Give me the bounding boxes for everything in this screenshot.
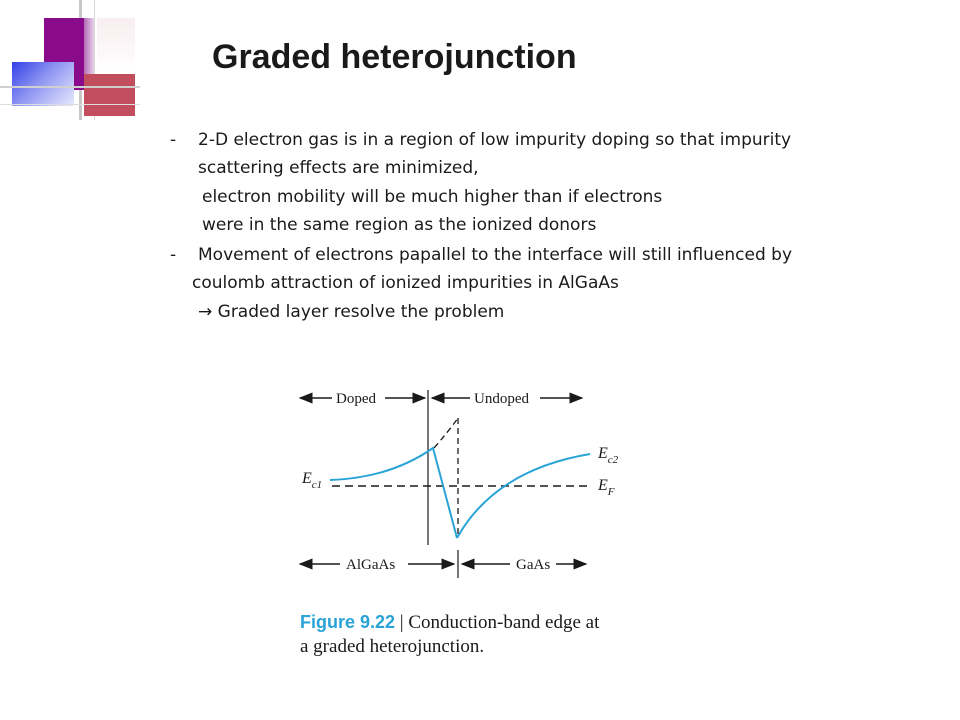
- decorative-block-blue: [12, 62, 74, 106]
- label-undoped: Undoped: [474, 391, 529, 407]
- label-gaas: GaAs: [516, 557, 551, 573]
- abrupt-band-dashed: [434, 418, 458, 448]
- bullet-dash: -: [170, 130, 177, 150]
- label-ec2: [597, 445, 619, 466]
- bullet-text: coulomb attraction of ionized impurities in AlGaAs: [192, 273, 619, 293]
- label-ef: [597, 477, 615, 498]
- bullet-text: were in the same region as the ionized donors: [202, 215, 597, 235]
- bullet-dash: -: [170, 245, 177, 265]
- label-ec1-sub: c1: [311, 479, 323, 491]
- band-diagram-svg: [290, 380, 640, 600]
- label-ef-sub: F: [607, 486, 615, 498]
- conduction-band-gaas: [457, 454, 590, 538]
- caption-figure-number: Figure 9.22: [300, 612, 396, 632]
- caption-line-1: [300, 610, 599, 635]
- figure-caption: [300, 610, 599, 659]
- bullet-text: electron mobility will be much higher than if electrons: [202, 187, 663, 207]
- decorative-line: [0, 86, 140, 88]
- bullet-text: 2-D electron gas is in a region of low impurity doping so that impurity: [198, 130, 792, 150]
- label-ec2-sub: c2: [607, 454, 619, 466]
- label-ec1: [301, 470, 322, 491]
- conduction-band-algaas: [330, 448, 457, 538]
- label-ec2-main: E: [598, 445, 608, 462]
- decorative-line: [0, 104, 140, 105]
- bullet-text: Movement of electrons papallel to the interface will still influenced by: [198, 245, 793, 265]
- caption-line-2: a graded heterojunction.: [300, 636, 485, 657]
- label-doped: Doped: [336, 391, 376, 407]
- bullet-text: scattering effects are minimized,: [198, 158, 479, 178]
- caption-separator: |: [395, 612, 409, 633]
- label-ec1-main: E: [302, 470, 312, 487]
- caption-text: Conduction-band edge at: [408, 612, 600, 633]
- decorative-block-pink: [84, 74, 135, 116]
- decorative-block-pink-fade: [97, 18, 135, 74]
- slide-title: Graded heterojunction: [212, 38, 577, 76]
- label-algaas: AlGaAs: [346, 557, 396, 573]
- label-ef-main: E: [598, 477, 608, 494]
- bullet-text: → Graded layer resolve the problem: [198, 302, 505, 322]
